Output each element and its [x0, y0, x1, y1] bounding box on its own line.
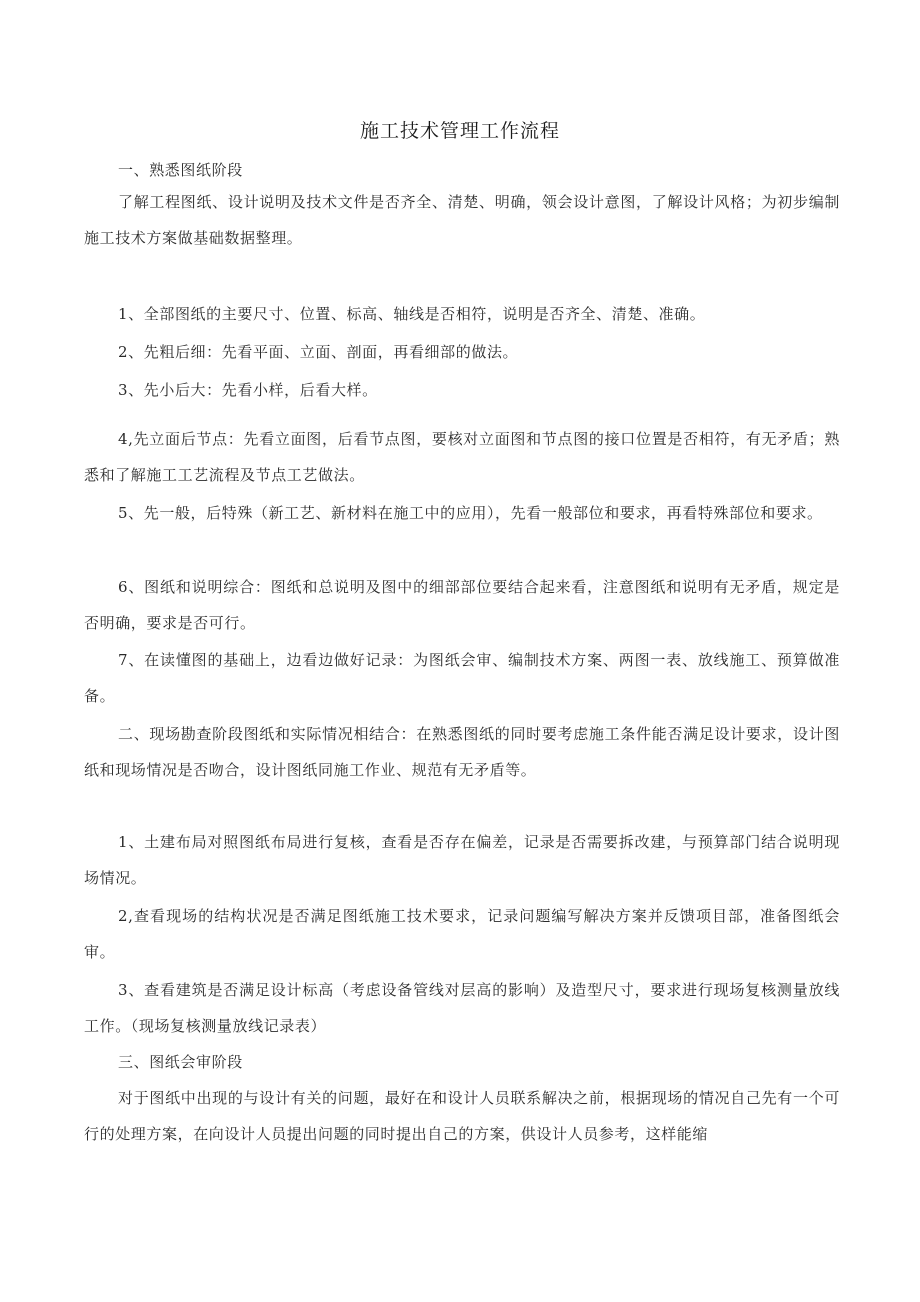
site-item-2: 2,查看现场的结构状况是否满足图纸施工技术要求，记录问题编写解决方案并反馈项目部，准备图纸会审。 [84, 907, 840, 961]
list-item-1: 1、全部图纸的主要尺寸、位置、标高、轴线是否相符，说明是否齐全、清楚、准确。 [118, 305, 706, 323]
paragraph-review: 对于图纸中出现的与设计有关的问题，最好在和设计人员联系解决之前，根据现场的情况自己先有一个可行的处理方案，在向设计人员提出问题的同时提出自己的方案，供设计人员参考，这样能缩 [84, 1089, 840, 1143]
list-item-2: 2、先粗后细：先看平面、立面、剖面，再看细部的做法。 [118, 343, 519, 361]
site-item-1: 1、土建布局对照图纸布局进行复核，查看是否存在偏差，记录是否需要拆改建，与预算部门结合说明现场情况。 [84, 833, 840, 887]
list-item-5: 5、先一般，后特殊（新工艺、新材料在施工中的应用），先看一般部位和要求，再看特殊部位和要求。 [118, 504, 823, 522]
list-item-6: 6、图纸和说明综合：图纸和总说明及图中的细部部位要结合起来看，注意图纸和说明有无矛盾，规定是否明确，要求是否可行。 [84, 578, 840, 632]
list-item-4: 4,先立面后节点：先看立面图，后看节点图，要核对立面图和节点图的接口位置是否相符，有无矛盾；熟悉和了解施工工艺流程及节点工艺做法。 [84, 430, 840, 484]
section-heading-1: 一、熟悉图纸阶段 [118, 161, 243, 179]
paragraph-intro: 了解工程图纸、设计说明及技术文件是否齐全、清楚、明确，领会设计意图，了解设计风格；为初步编制施工技术方案做基础数据整理。 [84, 193, 840, 247]
list-item-3: 3、先小后大：先看小样，后看大样。 [118, 381, 378, 399]
list-item-7: 7、在读懂图的基础上，边看边做好记录：为图纸会审、编制技术方案、两图一表、放线施工、预算做准备。 [84, 651, 840, 705]
section-heading-2: 二、现场勘查阶段图纸和实际情况相结合：在熟悉图纸的同时要考虑施工条件能否满足设计要求，设计图纸和现场情况是否吻合，设计图纸同施工作业、规范有无矛盾等。 [84, 725, 840, 779]
document-title: 施工技术管理工作流程 [359, 120, 560, 142]
site-item-3: 3、查看建筑是否满足设计标高（考虑设备管线对层高的影响）及造型尺寸，要求进行现场复核测量放线工作。（现场复核测量放线记录表） [84, 981, 840, 1035]
section-heading-3: 三、图纸会审阶段 [118, 1053, 243, 1071]
